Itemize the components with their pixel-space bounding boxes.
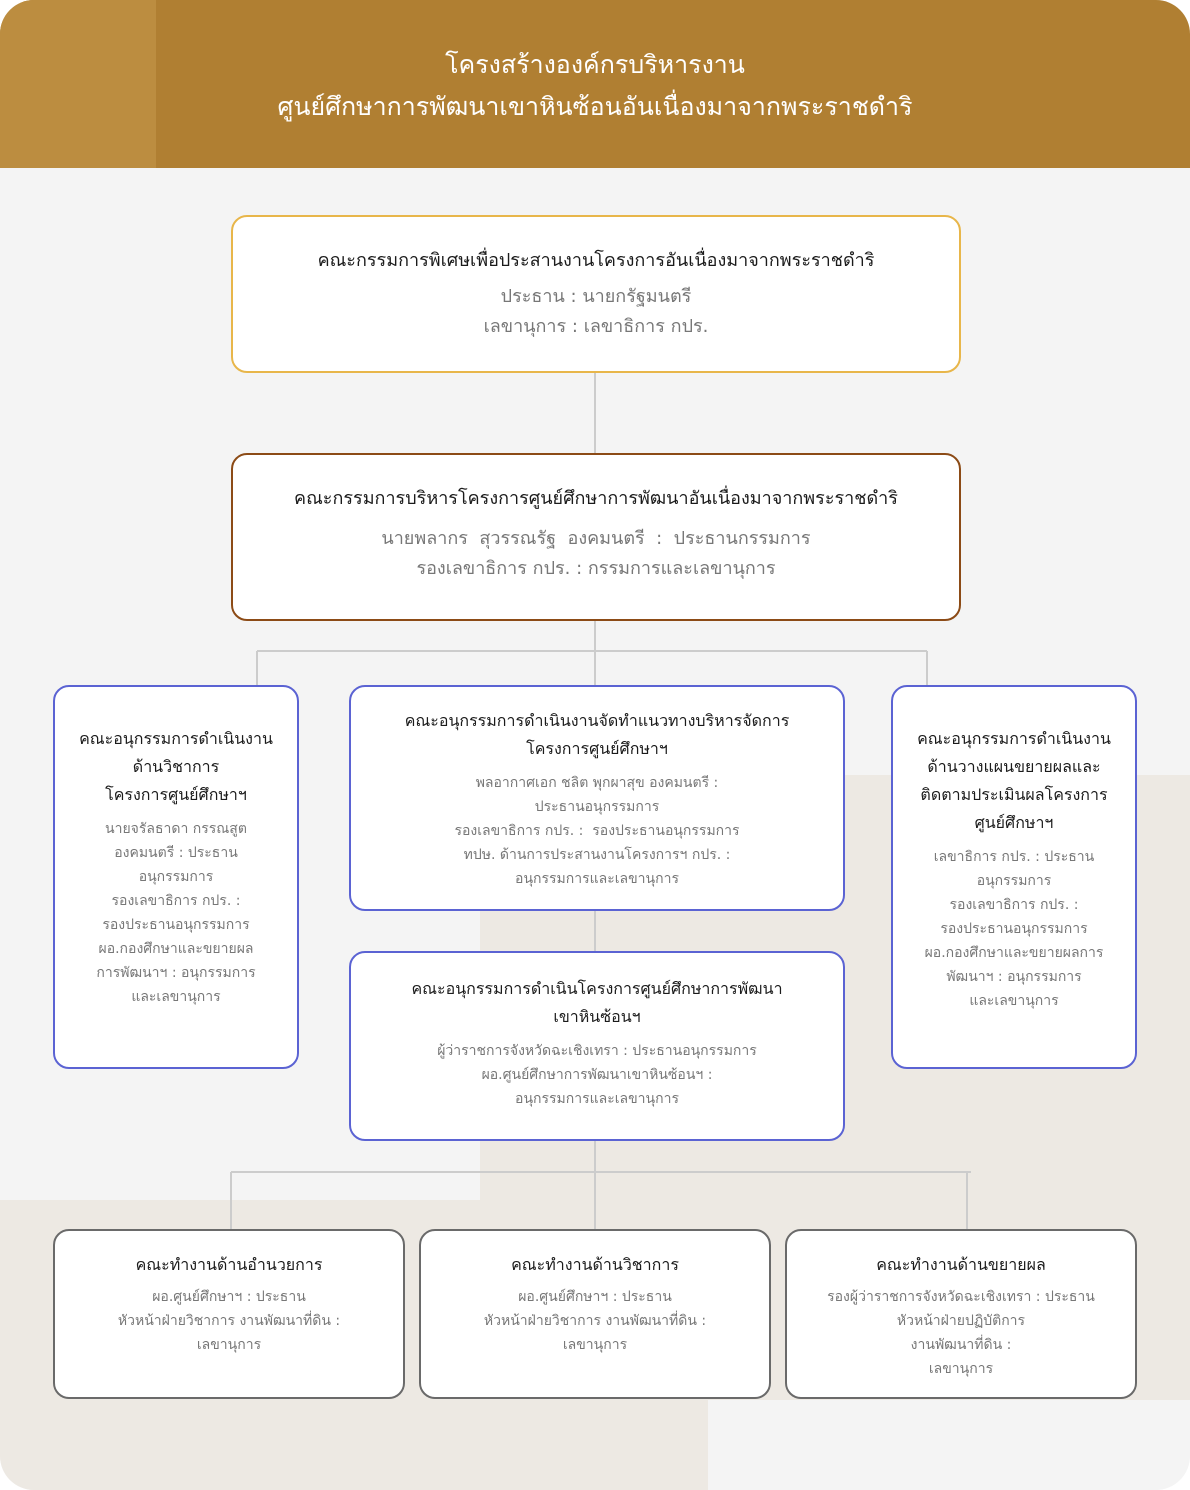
workgroup-admin-line: เลขานุการ <box>196 1337 262 1353</box>
workgroup-extension-box <box>785 1229 1137 1399</box>
committee-executive-line: รองเลขาธิการ กปร. : กรรมการและเลขานุการ <box>416 558 776 579</box>
workgroup-academic-title: คณะทำงานด้านวิชาการ <box>511 1255 679 1274</box>
workgroup-extension-line: รองผู้ว่าราชการจังหวัดฉะเชิงเทรา : ประธาน <box>827 1289 1095 1305</box>
workgroup-academic-line: หัวหน้าฝ่ายวิชาการ งานพัฒนาที่ดิน : <box>483 1313 707 1329</box>
subcommittee-khaohinson-line: ผอ.ศูนย์ศึกษาการพัฒนาเขาหินซ้อนฯ : <box>481 1067 713 1083</box>
subcommittee-planning-line: เลขาธิการ กปร. : ประธาน <box>933 849 1095 865</box>
subcommittee-khaohinson-title: คณะอนุกรรมการดำเนินโครงการศูนย์ศึกษาการพัฒนา <box>411 979 783 998</box>
subcommittee-planning-title: ศูนย์ศึกษาฯ <box>974 813 1054 832</box>
subcommittee-planning-line: ผอ.กองศึกษาและขยายผลการ <box>924 945 1104 961</box>
workgroup-extension-title: คณะทำงานด้านขยายผล <box>876 1255 1046 1274</box>
subcommittee-planning-line: อนุกรรมการ <box>976 873 1052 889</box>
workgroup-admin-title: คณะทำงานด้านอำนวยการ <box>135 1255 323 1274</box>
workgroup-admin-line: หัวหน้าฝ่ายวิชาการ งานพัฒนาที่ดิน : <box>117 1313 341 1329</box>
committee-special-line: ประธาน : นายกรัฐมนตรี <box>500 286 692 307</box>
subcommittee-planning-title: คณะอนุกรรมการดำเนินงาน <box>917 729 1111 748</box>
page-title-line2: ศูนย์ศึกษาการพัฒนาเขาหินซ้อนอันเนื่องมาจากพระราชดำริ <box>277 92 913 121</box>
workgroup-admin-box <box>53 1229 405 1399</box>
subcommittee-management-line: ประธานอนุกรรมการ <box>534 799 660 815</box>
subcommittee-academic-box <box>53 685 299 1069</box>
subcommittee-planning-title: ติดตามประเมินผลโครงการ <box>920 785 1108 804</box>
subcommittee-planning-line: และเลขานุการ <box>969 993 1059 1009</box>
subcommittee-academic-line: องคมนตรี : ประธาน <box>114 845 238 861</box>
subcommittee-academic-line: ผอ.กองศึกษาและขยายผล <box>98 941 254 957</box>
subcommittee-khaohinson-line: ผู้ว่าราชการจังหวัดฉะเชิงเทรา : ประธานอนุกรรมการ <box>437 1043 757 1059</box>
subcommittee-academic-title: ด้านวิชาการ <box>132 757 220 776</box>
committee-special-box <box>231 215 961 373</box>
subcommittee-academic-title: โครงการศูนย์ศึกษาฯ <box>105 785 247 804</box>
subcommittee-planning-title: ด้านวางแผนขยายผลและ <box>927 757 1101 776</box>
subcommittee-planning-line: พัฒนาฯ : อนุกรรมการ <box>946 969 1082 985</box>
subcommittee-academic-line: รองเลขาธิการ กปร. : <box>111 893 241 909</box>
subcommittee-management-title: โครงการศูนย์ศึกษาฯ <box>526 739 668 758</box>
subcommittee-academic-line: อนุกรรมการ <box>138 869 214 885</box>
committee-executive-line: นายพลากร สุวรรณรัฐ องคมนตรี : ประธานกรรมการ <box>381 528 811 549</box>
subcommittee-academic-line: นายจรัลธาดา กรรณสูต <box>105 821 247 837</box>
subcommittee-management-line: พลอากาศเอก ชลิต พุกผาสุข องคมนตรี : <box>475 775 719 791</box>
subcommittee-planning-box <box>891 685 1137 1069</box>
subcommittee-management-line: ทปษ. ด้านการประสานงานโครงการฯ กปร. : <box>463 847 731 863</box>
subcommittee-management-line: รองเลขาธิการ กปร. : รองประธานอนุกรรมการ <box>454 823 740 839</box>
workgroup-extension-line: เลขานุการ <box>928 1361 994 1377</box>
subcommittee-management-box <box>349 685 845 911</box>
subcommittee-academic-title: คณะอนุกรรมการดำเนินงาน <box>79 729 273 748</box>
workgroup-admin-line: ผอ.ศูนย์ศึกษาฯ : ประธาน <box>152 1289 306 1305</box>
subcommittee-khaohinson-box <box>349 951 845 1141</box>
workgroup-academic-line: เลขานุการ <box>562 1337 628 1353</box>
subcommittee-management-line: อนุกรรมการและเลขานุการ <box>515 871 679 887</box>
workgroup-extension-line: หัวหน้าฝ่ายปฏิบัติการ <box>896 1313 1026 1329</box>
subcommittee-academic-line: รองประธานอนุกรรมการ <box>102 917 250 933</box>
subcommittee-management-title: คณะอนุกรรมการดำเนินงานจัดทำแนวทางบริหารจัดการ <box>404 711 790 730</box>
committee-executive-title: คณะกรรมการบริหารโครงการศูนย์ศึกษาการพัฒนาอันเนื่องมาจากพระราชดำริ <box>294 488 898 509</box>
subcommittee-academic-line: และเลขานุการ <box>131 989 221 1005</box>
committee-executive-box <box>231 453 961 621</box>
page-title-line1: โครงสร้างองค์กรบริหารงาน <box>445 50 745 79</box>
committee-special-line: เลขานุการ : เลขาธิการ กปร. <box>483 316 709 337</box>
workgroup-extension-line: งานพัฒนาที่ดิน : <box>910 1337 1012 1353</box>
workgroup-academic-box <box>419 1229 771 1399</box>
subcommittee-khaohinson-title: เขาหินซ้อนฯ <box>553 1007 641 1026</box>
committee-special-title: คณะกรรมการพิเศษเพื่อประสานงานโครงการอันเนื่องมาจากพระราชดำริ <box>317 250 875 271</box>
subcommittee-khaohinson-line: อนุกรรมการและเลขานุการ <box>515 1091 679 1107</box>
workgroup-academic-line: ผอ.ศูนย์ศึกษาฯ : ประธาน <box>518 1289 672 1305</box>
subcommittee-academic-line: การพัฒนาฯ : อนุกรรมการ <box>96 965 256 981</box>
subcommittee-planning-line: รองประธานอนุกรรมการ <box>940 921 1088 937</box>
subcommittee-planning-line: รองเลขาธิการ กปร. : <box>949 897 1079 913</box>
